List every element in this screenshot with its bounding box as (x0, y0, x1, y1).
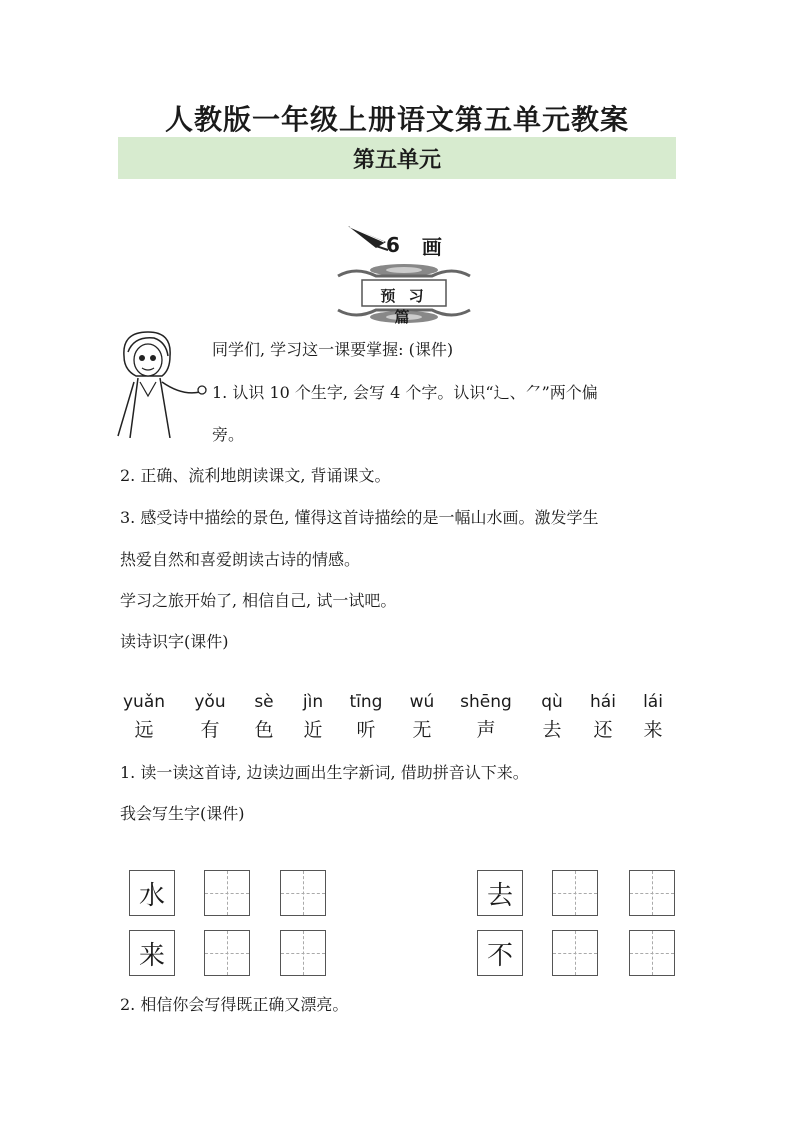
pinyin: lái (643, 692, 663, 712)
pinyin-character (285, 692, 341, 742)
hanzi: 还 (593, 719, 613, 741)
intro-line-2-cont: 旁。 (212, 425, 245, 444)
quill-icon (346, 222, 390, 252)
lesson-name: 画 (421, 234, 442, 259)
pinyin-character (182, 692, 238, 742)
writing-character: 来 (130, 931, 174, 975)
writing-grid-box (477, 870, 523, 916)
pinyin-character (458, 692, 514, 742)
intro-line-4: 3. 感受诗中描绘的景色, 懂得这首诗描绘的是一幅山水画。激发学生 (120, 508, 599, 527)
pinyin: yuǎn (122, 692, 166, 712)
writing-grid-box[interactable] (204, 870, 250, 916)
pinyin: qù (541, 692, 563, 712)
pinyin: hái (590, 692, 616, 712)
writing-grid-box (477, 930, 523, 976)
pinyin-character (338, 692, 394, 742)
document-title: 人教版一年级上册语文第五单元教案 (164, 103, 629, 136)
pinyin: jìn (302, 692, 324, 712)
writing-instruction: 2. 相信你会写得既正确又漂亮。 (120, 995, 349, 1014)
hanzi: 去 (542, 719, 562, 741)
hanzi: 远 (134, 719, 154, 741)
preview-label: 预 习 篇 (380, 287, 428, 326)
writing-grid-box[interactable] (629, 930, 675, 976)
pinyin: yǒu (194, 692, 226, 712)
hanzi: 色 (254, 719, 274, 741)
reading-heading: 读诗识字(课件) (120, 632, 229, 651)
lesson-title (346, 230, 486, 260)
writing-grid-box[interactable] (280, 930, 326, 976)
pinyin-character (625, 692, 681, 742)
hanzi: 有 (200, 719, 220, 741)
pinyin-character (394, 692, 450, 742)
hanzi: 来 (643, 719, 663, 741)
pinyin-character (575, 692, 631, 742)
intro-line-2: 1. 认识 10 个生字, 会写 4 个字。认识“辶、⺈”两个偏 (212, 383, 598, 402)
pinyin: sè (254, 692, 274, 712)
hanzi: 无 (412, 719, 432, 741)
pinyin-character (236, 692, 292, 742)
intro-line-4-cont: 热爱自然和喜爱朗读古诗的情感。 (120, 550, 361, 569)
hanzi: 近 (303, 719, 323, 741)
preview-section-banner (336, 262, 472, 324)
writing-grid-box (129, 930, 175, 976)
writing-grid-box[interactable] (204, 930, 250, 976)
writing-grid-box[interactable] (280, 870, 326, 916)
pinyin-character (116, 692, 172, 742)
hanzi: 听 (356, 719, 376, 741)
writing-grid-box[interactable] (629, 870, 675, 916)
lesson-number: 6 (386, 233, 400, 257)
intro-line-1: 同学们, 学习这一课要掌握: (课件) (212, 340, 454, 359)
pinyin-character (524, 692, 580, 742)
intro-line-3: 2. 正确、流利地朗读课文, 背诵课文。 (120, 466, 391, 485)
writing-character: 不 (478, 931, 522, 975)
pinyin: shēng (460, 692, 512, 712)
unit-banner: 第五单元 (118, 137, 676, 179)
writing-character: 去 (478, 871, 522, 915)
pinyin: tīng (349, 692, 383, 712)
pinyin: wú (409, 692, 435, 712)
writing-grid-box[interactable] (552, 870, 598, 916)
teacher-illustration (110, 326, 210, 438)
hanzi: 声 (476, 719, 496, 741)
writing-grid-box[interactable] (552, 930, 598, 976)
reading-instruction: 1. 读一读这首诗, 边读边画出生字新词, 借助拼音认下来。 (120, 763, 529, 782)
intro-line-5: 学习之旅开始了, 相信自己, 试一试吧。 (120, 591, 397, 610)
writing-heading: 我会写生字(课件) (120, 804, 245, 823)
writing-grid-box (129, 870, 175, 916)
writing-character: 水 (130, 871, 174, 915)
